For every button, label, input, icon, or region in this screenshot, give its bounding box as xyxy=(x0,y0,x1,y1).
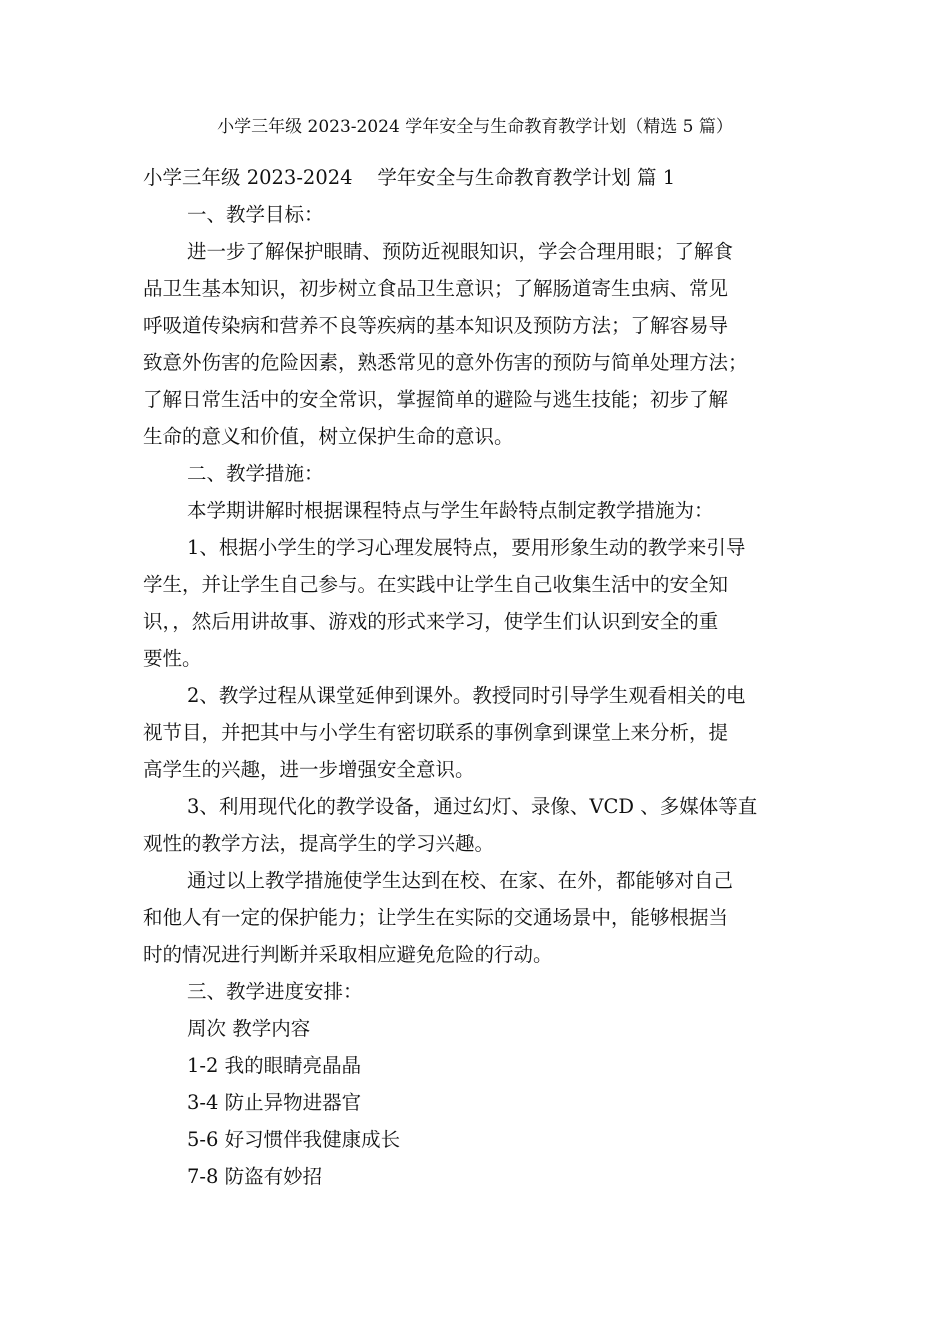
paragraph-line: 视节目，并把其中与小学生有密切联系的事例拿到课堂上来分析，提 xyxy=(143,721,729,744)
paragraph-line: 通过以上教学措施使学生达到在校、在家、在外，都能够对自己 xyxy=(187,869,734,892)
paragraph-line: 学生，并让学生自己参与。在实践中让学生自己收集生活中的安全知 xyxy=(143,573,729,596)
schedule-row: 1-2 我的眼睛亮晶晶 xyxy=(187,1054,362,1077)
paragraph-line: 识，，然后用讲故事、游戏的形式来学习，使学生们认识到安全的重 xyxy=(143,610,719,633)
section-heading-schedule: 三、教学进度安排： xyxy=(187,980,363,1003)
paragraph-line: 本学期讲解时根据课程特点与学生年龄特点制定教学措施为： xyxy=(187,499,714,522)
paragraph-line: 进一步了解保护眼睛、预防近视眼知识，学会合理用眼；了解食 xyxy=(187,240,734,263)
paragraph-line: 了解日常生活中的安全常识，掌握简单的避险与逃生技能；初步了解 xyxy=(143,388,729,411)
paragraph-line: 时的情况进行判断并采取相应避免危险的行动。 xyxy=(143,943,553,966)
paragraph-line: 致意外伤害的危险因素，熟悉常见的意外伤害的预防与简单处理方法； xyxy=(143,351,748,374)
paragraph-line: 生命的意义和价值，树立保护生命的意识。 xyxy=(143,425,514,448)
paragraph-line: 呼吸道传染病和营养不良等疾病的基本知识及预防方法；了解容易导 xyxy=(143,314,729,337)
paragraph-line: 要性。 xyxy=(143,647,202,670)
section-heading-goals: 一、教学目标： xyxy=(187,203,324,226)
paragraph-line: 品卫生基本知识，初步树立食品卫生意识；了解肠道寄生虫病、常见 xyxy=(143,277,729,300)
paragraph-line: 2、教学过程从课堂延伸到课外。教授同时引导学生观看相关的电 xyxy=(187,684,746,707)
schedule-row: 7-8 防盗有妙招 xyxy=(187,1165,323,1188)
schedule-row: 3-4 防止异物进器官 xyxy=(187,1091,362,1114)
paragraph-line: 高学生的兴趣，进一步增强安全意识。 xyxy=(143,758,475,781)
document-subtitle: 小学三年级 2023-2024 学年安全与生命教育教学计划 篇 1 xyxy=(143,166,676,189)
section-heading-measures: 二、教学措施： xyxy=(187,462,324,485)
paragraph-line: 观性的教学方法，提高学生的学习兴趣。 xyxy=(143,832,495,855)
paragraph-line: 3、利用现代化的教学设备，通过幻灯、录像、VCD 、多媒体等直 xyxy=(187,795,758,818)
schedule-header: 周次 教学内容 xyxy=(187,1017,311,1040)
document-title: 小学三年级 2023-2024 学年安全与生命教育教学计划（精选 5 篇） xyxy=(217,117,733,137)
paragraph-line: 和他人有一定的保护能力；让学生在实际的交通场景中，能够根据当 xyxy=(143,906,729,929)
schedule-row: 5-6 好习惯伴我健康成长 xyxy=(187,1128,401,1151)
document-body xyxy=(143,159,811,1195)
paragraph-line: 1、根据小学生的学习心理发展特点，要用形象生动的教学来引导 xyxy=(187,536,746,559)
